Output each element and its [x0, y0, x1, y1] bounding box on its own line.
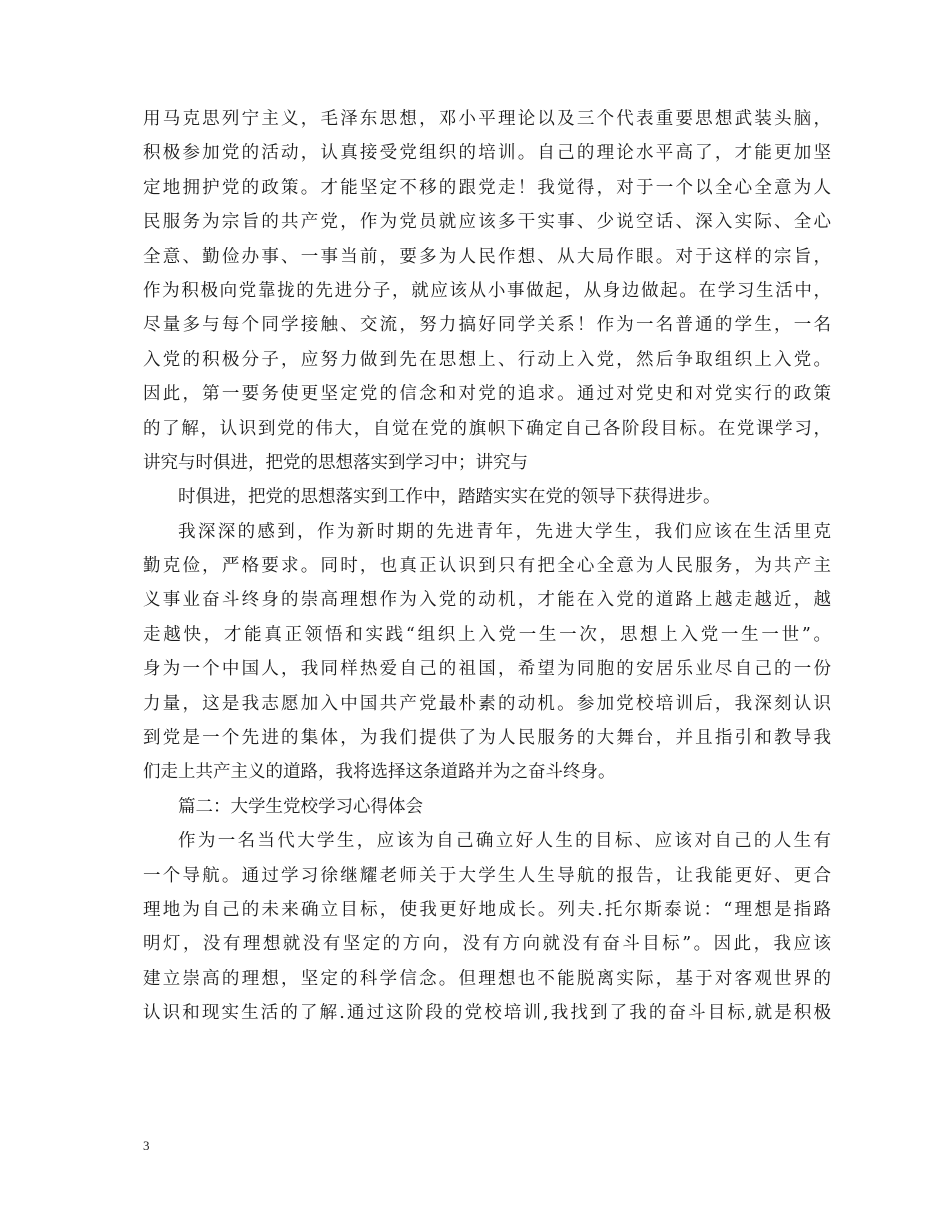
- text-line: 勤克俭，严格要求。同时，也真正认识到只有把全心全意为人民服务，为共产主: [143, 556, 831, 577]
- body-text: [143, 102, 831, 1031]
- text-line: 一个导航。通过学习徐继耀老师关于大学生人生导航的报告，让我能更好、更合: [143, 865, 831, 886]
- text-line: 们走上共产主义的道路，我将选择这条道路并为之奋斗终身。: [143, 762, 616, 783]
- text-line: 积极参加党的活动，认真接受党组织的培训。自己的理论水平高了，才能更加坚: [143, 143, 831, 164]
- text-line: 入党的积极分子，应努力做到先在思想上、行动上入党，然后争取组织上入党。: [143, 349, 831, 370]
- text-line: 作为积极向党靠拢的先进分子，就应该从小事做起，从身边做起。在学习生活中，: [143, 280, 831, 301]
- text-line: 因此，第一要务使更坚定党的信念和对党的追求。通过对党史和对党实行的政策: [143, 384, 831, 405]
- text-line: 的了解，认识到党的伟大，自觉在党的旗帜下确定自己各阶段目标。在党课学习，: [143, 418, 831, 439]
- text-line: 我深深的感到，作为新时期的先进青年，先进大学生，我们应该在生活里克: [178, 521, 831, 542]
- text-line: 作为一名当代大学生，应该为自己确立好人生的目标、应该对自己的人生有: [178, 831, 831, 852]
- text-line: 时俱进，把党的思想落实到工作中，踏踏实实在党的领导下获得进步。: [178, 487, 721, 508]
- page-number: 3: [143, 1138, 150, 1153]
- text-line: 义事业奋斗终身的崇高理想作为入党的动机，才能在入党的道路上越走越近，越: [143, 590, 831, 611]
- text-line: 到党是一个先进的集体，为我们提供了为人民服务的大舞台，并且指引和教导我: [143, 728, 831, 749]
- text-line: 建立崇高的理想，坚定的科学信念。但理想也不能脱离实际，基于对客观世界的: [143, 968, 831, 989]
- text-line: 用马克思列宁主义，毛泽东思想，邓小平理论以及三个代表重要思想武装头脑，: [143, 109, 831, 129]
- text-line: 尽量多与每个同学接触、交流，努力搞好同学关系！作为一名普通的学生，一名: [143, 315, 831, 336]
- text-line: 认识和现实生活的了解.通过这阶段的党校培训,我找到了我的奋斗目标,就是积极: [143, 1003, 831, 1024]
- text-line: 讲究与时俱进，把党的思想落实到学习中；讲究与: [143, 452, 528, 473]
- text-line: 走越快，才能真正领悟和实践“组织上入党一生一次，思想上入党一生一世”。: [143, 624, 831, 645]
- section-heading: 篇二：大学生党校学习心得体会: [178, 796, 423, 817]
- text-line: 全意、勤俭办事、一事当前，要多为人民作想、从大局作眼。对于这样的宗旨，: [143, 246, 831, 267]
- text-line: 力量，这是我志愿加入中国共产党最朴素的动机。参加党校培训后，我深刻认识: [143, 693, 831, 714]
- text-line: 身为一个中国人，我同样热爱自己的祖国，希望为同胞的安居乐业尽自己的一份: [143, 659, 831, 680]
- text-line: 明灯，没有理想就没有坚定的方向，没有方向就没有奋斗目标”。因此，我应该: [143, 934, 831, 955]
- text-line: 民服务为宗旨的共产党，作为党员就应该多干实事、少说空话、深入实际、全心: [143, 212, 831, 233]
- text-line: 定地拥护党的政策。才能坚定不移的跟党走！我觉得，对于一个以全心全意为人: [143, 177, 831, 198]
- text-line: 理地为自己的未来确立目标，使我更好地成长。列夫.托尔斯泰说：“理想是指路: [143, 899, 831, 920]
